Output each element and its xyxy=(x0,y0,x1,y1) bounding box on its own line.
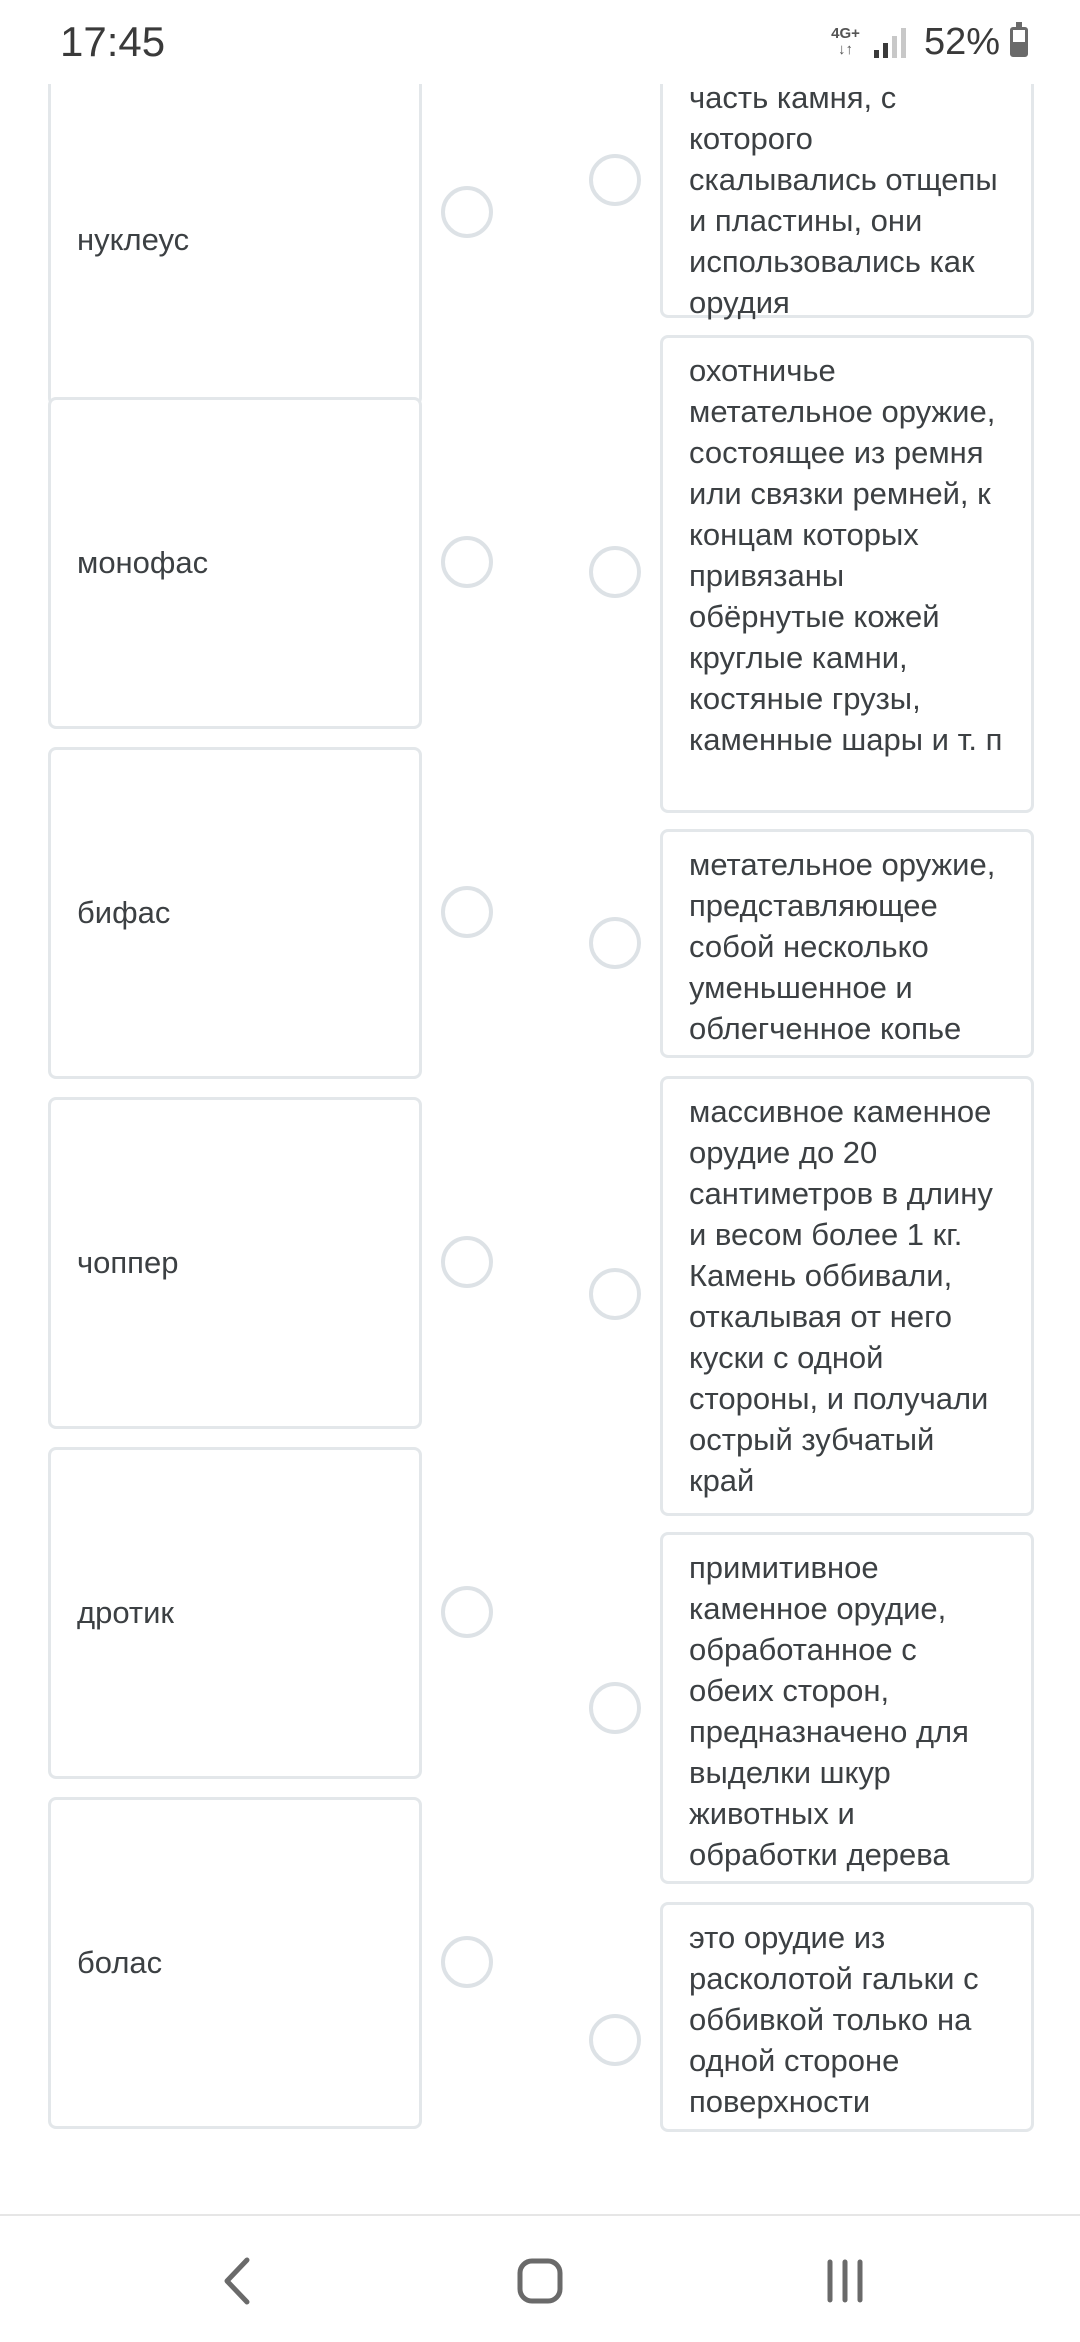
signal-strength-icon xyxy=(874,26,910,58)
status-indicators xyxy=(831,20,1028,64)
chevron-left-icon xyxy=(205,2246,275,2316)
term-label: монофас xyxy=(77,545,209,580)
term-label: бифас xyxy=(77,895,171,930)
rounded-square-icon xyxy=(505,2246,575,2316)
term-card xyxy=(48,747,422,1079)
term-radio[interactable] xyxy=(441,1236,493,1288)
definition-card[interactable] xyxy=(660,335,1034,813)
term-radio[interactable] xyxy=(441,886,493,938)
term-radio[interactable] xyxy=(441,1936,493,1988)
definition-text: примитивное каменное орудие, обработанное с обеих сторон, предназначено для выделки шкур животных и обработки дерева xyxy=(689,1550,969,1872)
recents-button[interactable] xyxy=(810,2246,880,2316)
navigation-bar xyxy=(0,2214,1080,2342)
term-card xyxy=(48,1797,422,2129)
home-button[interactable] xyxy=(505,2246,575,2316)
three-bars-icon xyxy=(810,2246,880,2316)
term-radio[interactable] xyxy=(441,536,493,588)
definition-radio[interactable] xyxy=(589,1682,641,1734)
definition-text: метательное оружие, представляющее собой несколько уменьшенное и облегченное копье xyxy=(689,847,996,1046)
definition-radio[interactable] xyxy=(589,546,641,598)
term-label: чоппер xyxy=(77,1245,179,1280)
status-bar xyxy=(0,0,1080,84)
definition-text: часть камня, с которого скалывались отщепы и пластины, они использовались как орудия xyxy=(689,84,998,320)
network-type-icon xyxy=(831,26,860,58)
definition-card[interactable] xyxy=(660,829,1034,1058)
definition-radio[interactable] xyxy=(589,154,641,206)
clock: 17:45 xyxy=(60,18,166,65)
term-label: нуклеус xyxy=(77,222,190,257)
term-card xyxy=(48,84,422,406)
data-activity-arrows: ↓↑ xyxy=(838,41,854,58)
network-type-label: 4G+ xyxy=(831,25,860,42)
definition-card[interactable] xyxy=(660,84,1034,318)
definition-radio[interactable] xyxy=(589,1268,641,1320)
term-card xyxy=(48,397,422,729)
definition-text: это орудие из расколотой гальки с оббивкой только на одной стороне поверхности xyxy=(689,1920,979,2119)
term-label: болас xyxy=(77,1945,163,1980)
back-button[interactable] xyxy=(205,2246,275,2316)
term-label: дротик xyxy=(77,1595,174,1630)
definition-card[interactable] xyxy=(660,1532,1034,1884)
definition-card[interactable] xyxy=(660,1902,1034,2132)
term-radio[interactable] xyxy=(441,1586,493,1638)
definition-text: массивное каменное орудие до 20 сантиметров в длину и весом более 1 кг. Камень оббивали, откалывая от него куски с одной стороны, и получали острый зубчатый край xyxy=(689,1094,993,1498)
definition-text: охотничье метательное оружие, состоящее из ремня или связки ремней, к концам которых привязаны обёрнутые кожей круглые камни, костяные грузы, каменные шары и т. п xyxy=(689,353,1003,757)
battery-icon xyxy=(1010,27,1028,57)
battery-percent: 52% xyxy=(923,20,1000,63)
definition-card[interactable] xyxy=(660,1076,1034,1516)
term-radio[interactable] xyxy=(441,186,493,238)
term-card xyxy=(48,1447,422,1779)
matching-question xyxy=(0,84,1080,2214)
term-card xyxy=(48,1097,422,1429)
definition-radio[interactable] xyxy=(589,2014,641,2066)
definition-radio[interactable] xyxy=(589,917,641,969)
